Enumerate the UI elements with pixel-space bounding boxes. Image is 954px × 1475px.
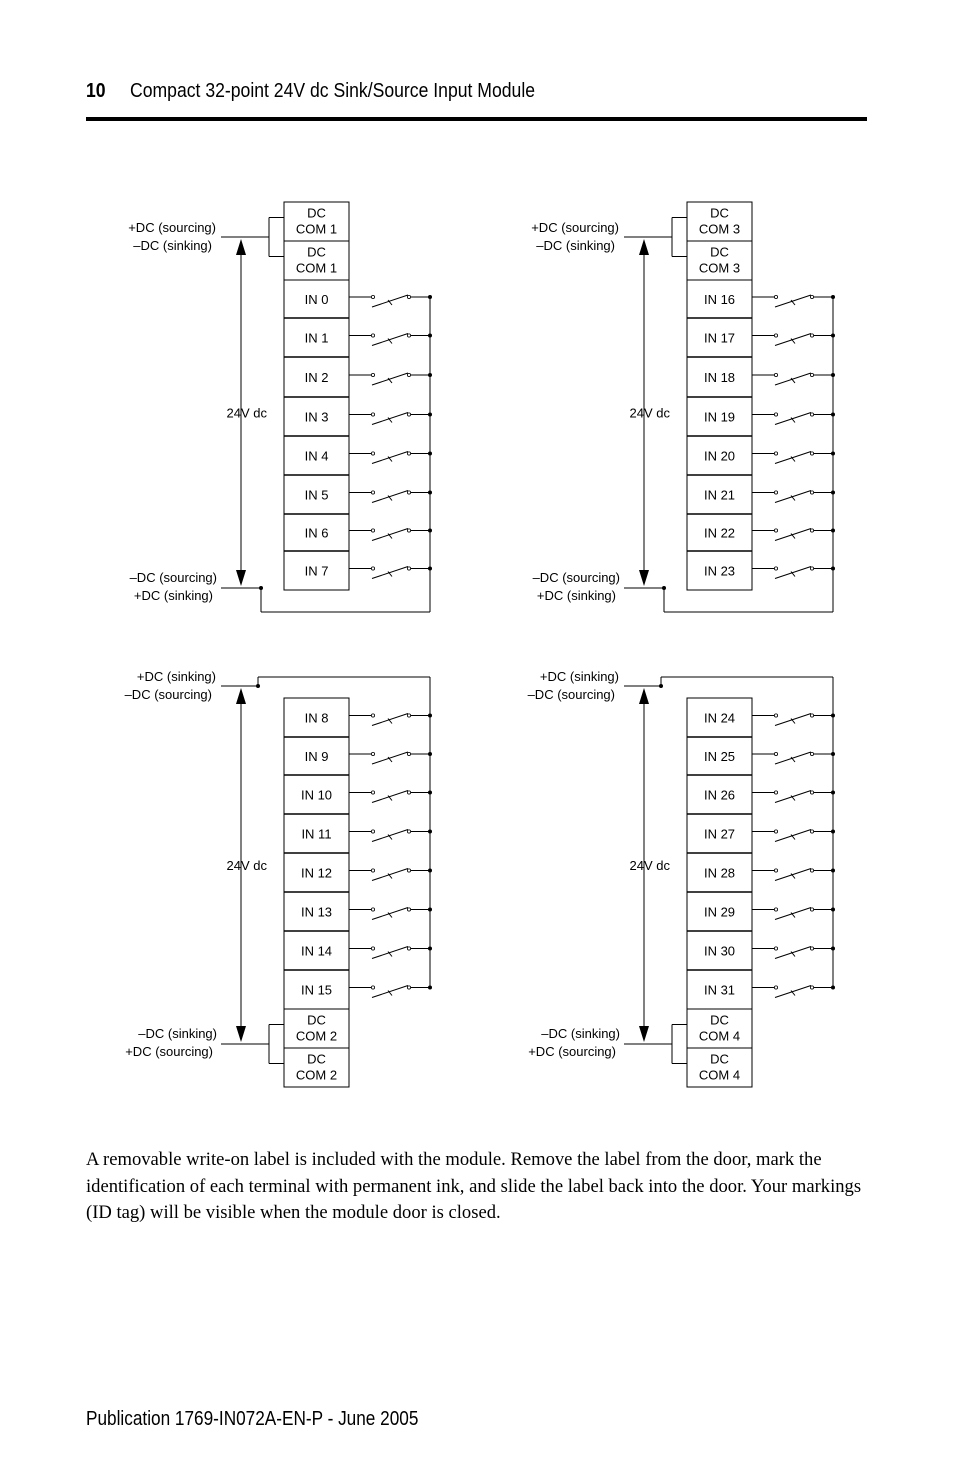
terminal-label: IN 17	[703, 330, 736, 346]
terminal-label: IN 13	[300, 904, 333, 920]
switch-blade	[775, 752, 811, 764]
supply-label: –DC (sourcing)	[532, 570, 620, 585]
switch-blade	[775, 791, 811, 803]
page-number: 10	[86, 80, 106, 102]
terminal-label: COM 3	[698, 221, 741, 237]
switch-contact	[810, 452, 813, 455]
switch-contact	[774, 830, 777, 833]
supply-label: –DC (sourcing)	[129, 570, 217, 585]
wiring-diagram-1	[128, 202, 432, 612]
terminal-label: DC	[710, 1012, 729, 1028]
terminal-label: COM 3	[698, 260, 741, 276]
switch-contact	[407, 295, 410, 298]
terminal-label: IN 16	[703, 292, 736, 307]
terminal-label: IN 14	[300, 943, 333, 959]
switch-blade	[775, 452, 811, 464]
switch-contact	[407, 986, 410, 989]
switch-blade	[775, 373, 811, 385]
supply-label: +DC (sinking)	[136, 669, 216, 684]
terminal-label: IN 11	[301, 826, 332, 842]
switch-blade	[372, 947, 408, 959]
switch-contact	[371, 869, 374, 872]
switch-contact	[407, 334, 410, 337]
switch-blade	[372, 334, 408, 346]
voltage-label: 24V dc	[226, 858, 267, 873]
switch-contact	[774, 413, 777, 416]
supply-label: +DC (sinking)	[539, 669, 619, 684]
switch-contact	[407, 869, 410, 872]
terminal-label: COM 1	[295, 260, 338, 276]
voltage-label: 24V dc	[226, 405, 267, 421]
terminal-label: IN 20	[703, 448, 736, 464]
terminal-label: IN 10	[300, 787, 333, 803]
switch-contact	[371, 413, 374, 416]
switch-contact	[774, 986, 777, 989]
switch-contact	[407, 373, 410, 376]
supply-label: –DC (sinking)	[133, 238, 212, 253]
switch-contact	[407, 830, 410, 833]
switch-contact	[371, 908, 374, 911]
switch-blade	[372, 295, 408, 307]
terminal-label: DC	[710, 244, 729, 260]
terminal-label: IN 27	[703, 826, 736, 842]
terminal-label: IN 7	[304, 563, 329, 579]
switch-contact	[371, 452, 374, 455]
voltage-label: 24V dc	[629, 405, 670, 421]
terminal-label: COM 2	[295, 1067, 338, 1083]
terminal-label: IN 25	[703, 749, 736, 764]
switch-blade	[775, 491, 811, 503]
switch-contact	[371, 491, 374, 494]
voltage-arrow-head	[639, 1026, 649, 1042]
switch-blade	[372, 830, 408, 842]
wiring-diagram-4	[528, 669, 835, 1087]
supply-label: –DC (sinking)	[541, 1026, 620, 1041]
terminal-label: DC	[307, 1051, 326, 1067]
switch-contact	[774, 752, 777, 755]
switch-contact	[810, 413, 813, 416]
switch-contact	[774, 869, 777, 872]
switch-contact	[407, 908, 410, 911]
terminal-label: IN 26	[703, 787, 736, 803]
switch-blade	[775, 334, 811, 346]
terminal-label: IN 31	[703, 982, 736, 998]
switch-contact	[810, 714, 813, 717]
switch-contact	[371, 567, 374, 570]
supply-label: +DC (sourcing)	[528, 1044, 616, 1059]
switch-contact	[810, 947, 813, 950]
voltage-arrow-head	[639, 688, 649, 704]
switch-contact	[810, 986, 813, 989]
switch-blade	[372, 452, 408, 464]
terminal-label: COM 4	[698, 1028, 741, 1044]
switch-blade	[372, 413, 408, 425]
terminal-label: COM 1	[295, 221, 338, 237]
switch-blade	[775, 986, 811, 998]
switch-blade	[775, 830, 811, 842]
supply-label: –DC (sinking)	[138, 1026, 217, 1041]
switch-contact	[774, 295, 777, 298]
switch-contact	[407, 491, 410, 494]
switch-contact	[774, 373, 777, 376]
terminal-label: COM 2	[295, 1028, 338, 1044]
switch-contact	[371, 830, 374, 833]
switch-blade	[372, 791, 408, 803]
switch-contact	[810, 295, 813, 298]
switch-blade	[372, 869, 408, 881]
switch-blade	[372, 714, 408, 726]
switch-contact	[371, 947, 374, 950]
supply-label: –DC (sinking)	[536, 238, 615, 253]
switch-contact	[810, 752, 813, 755]
switch-contact	[407, 947, 410, 950]
switch-contact	[774, 452, 777, 455]
switch-blade	[775, 413, 811, 425]
terminal-label: IN 23	[703, 563, 736, 579]
voltage-arrow-head	[236, 570, 246, 586]
switch-contact	[407, 567, 410, 570]
supply-label: +DC (sinking)	[133, 588, 213, 603]
switch-contact	[774, 714, 777, 717]
switch-contact	[371, 295, 374, 298]
switch-contact	[810, 491, 813, 494]
switch-contact	[810, 529, 813, 532]
terminal-label: DC	[307, 244, 326, 260]
switch-blade	[775, 529, 811, 541]
switch-contact	[774, 791, 777, 794]
switch-contact	[407, 791, 410, 794]
voltage-arrow-head	[639, 239, 649, 255]
switch-contact	[371, 791, 374, 794]
supply-label: +DC (sinking)	[536, 588, 616, 603]
switch-contact	[810, 373, 813, 376]
terminal-label: IN 2	[304, 370, 329, 385]
switch-blade	[372, 567, 408, 579]
terminal-label: IN 28	[703, 865, 736, 881]
terminal-label: IN 12	[300, 865, 333, 881]
switch-blade	[372, 908, 408, 920]
switch-contact	[371, 714, 374, 717]
terminal-label: IN 6	[304, 525, 329, 541]
switch-contact	[774, 334, 777, 337]
voltage-arrow-head	[236, 1026, 246, 1042]
terminal-label: COM 4	[698, 1067, 741, 1083]
switch-blade	[775, 908, 811, 920]
terminal-label: IN 19	[703, 409, 736, 425]
supply-label: +DC (sourcing)	[531, 220, 619, 235]
terminal-label: IN 29	[703, 904, 736, 920]
switch-contact	[774, 491, 777, 494]
terminal-label: IN 1	[304, 330, 329, 346]
voltage-arrow-head	[639, 570, 649, 586]
terminal-label: IN 18	[703, 370, 736, 385]
terminal-label: IN 4	[304, 448, 329, 464]
switch-contact	[371, 986, 374, 989]
switch-contact	[407, 529, 410, 532]
switch-contact	[774, 908, 777, 911]
switch-contact	[810, 908, 813, 911]
terminal-label: DC	[307, 1012, 326, 1028]
wiring-diagram-3	[125, 669, 432, 1087]
terminal-label: IN 8	[304, 710, 329, 726]
switch-contact	[407, 452, 410, 455]
page-header-title: Compact 32-point 24V dc Sink/Source Input Module	[130, 80, 536, 102]
switch-contact	[810, 869, 813, 872]
terminal-label: IN 15	[300, 982, 333, 998]
terminal-label: DC	[307, 205, 326, 221]
switch-contact	[371, 373, 374, 376]
terminal-label: DC	[710, 1051, 729, 1067]
supply-label: +DC (sourcing)	[128, 220, 216, 235]
terminal-label: IN 22	[703, 525, 736, 541]
switch-blade	[372, 491, 408, 503]
supply-label: –DC (sourcing)	[124, 687, 212, 702]
switch-contact	[774, 567, 777, 570]
terminal-label: IN 21	[703, 487, 736, 503]
voltage-label: 24V dc	[629, 858, 670, 873]
switch-blade	[775, 869, 811, 881]
switch-contact	[407, 714, 410, 717]
switch-contact	[407, 752, 410, 755]
terminal-label: IN 30	[703, 943, 736, 959]
switch-contact	[810, 791, 813, 794]
body-paragraph: A removable write-on label is included with the module. Remove the label from the door, mark the identification of each terminal with permanent ink, and slide the label back into the door. Your markings (ID tag) will be visible when the module door is closed.	[86, 1149, 862, 1223]
terminal-label: IN 0	[304, 292, 329, 307]
terminal-label: IN 9	[304, 749, 329, 764]
switch-blade	[372, 752, 408, 764]
voltage-arrow-head	[236, 239, 246, 255]
switch-blade	[775, 567, 811, 579]
supply-label: +DC (sourcing)	[125, 1044, 213, 1059]
terminal-label: IN 24	[703, 710, 736, 726]
switch-contact	[407, 413, 410, 416]
switch-blade	[775, 714, 811, 726]
terminal-label: IN 5	[304, 487, 329, 503]
switch-contact	[810, 830, 813, 833]
switch-contact	[774, 529, 777, 532]
switch-contact	[810, 334, 813, 337]
supply-label: –DC (sourcing)	[527, 687, 615, 702]
switch-blade	[372, 529, 408, 541]
switch-blade	[775, 947, 811, 959]
switch-blade	[372, 373, 408, 385]
switch-contact	[371, 529, 374, 532]
publication-footer: Publication 1769-IN072A-EN-P - June 2005	[86, 1408, 419, 1430]
terminal-label: DC	[710, 205, 729, 221]
switch-blade	[775, 295, 811, 307]
wiring-diagram-2	[531, 202, 835, 612]
switch-blade	[372, 986, 408, 998]
switch-contact	[371, 334, 374, 337]
terminal-label: IN 3	[304, 409, 329, 425]
voltage-arrow-head	[236, 688, 246, 704]
switch-contact	[371, 752, 374, 755]
switch-contact	[774, 947, 777, 950]
switch-contact	[810, 567, 813, 570]
